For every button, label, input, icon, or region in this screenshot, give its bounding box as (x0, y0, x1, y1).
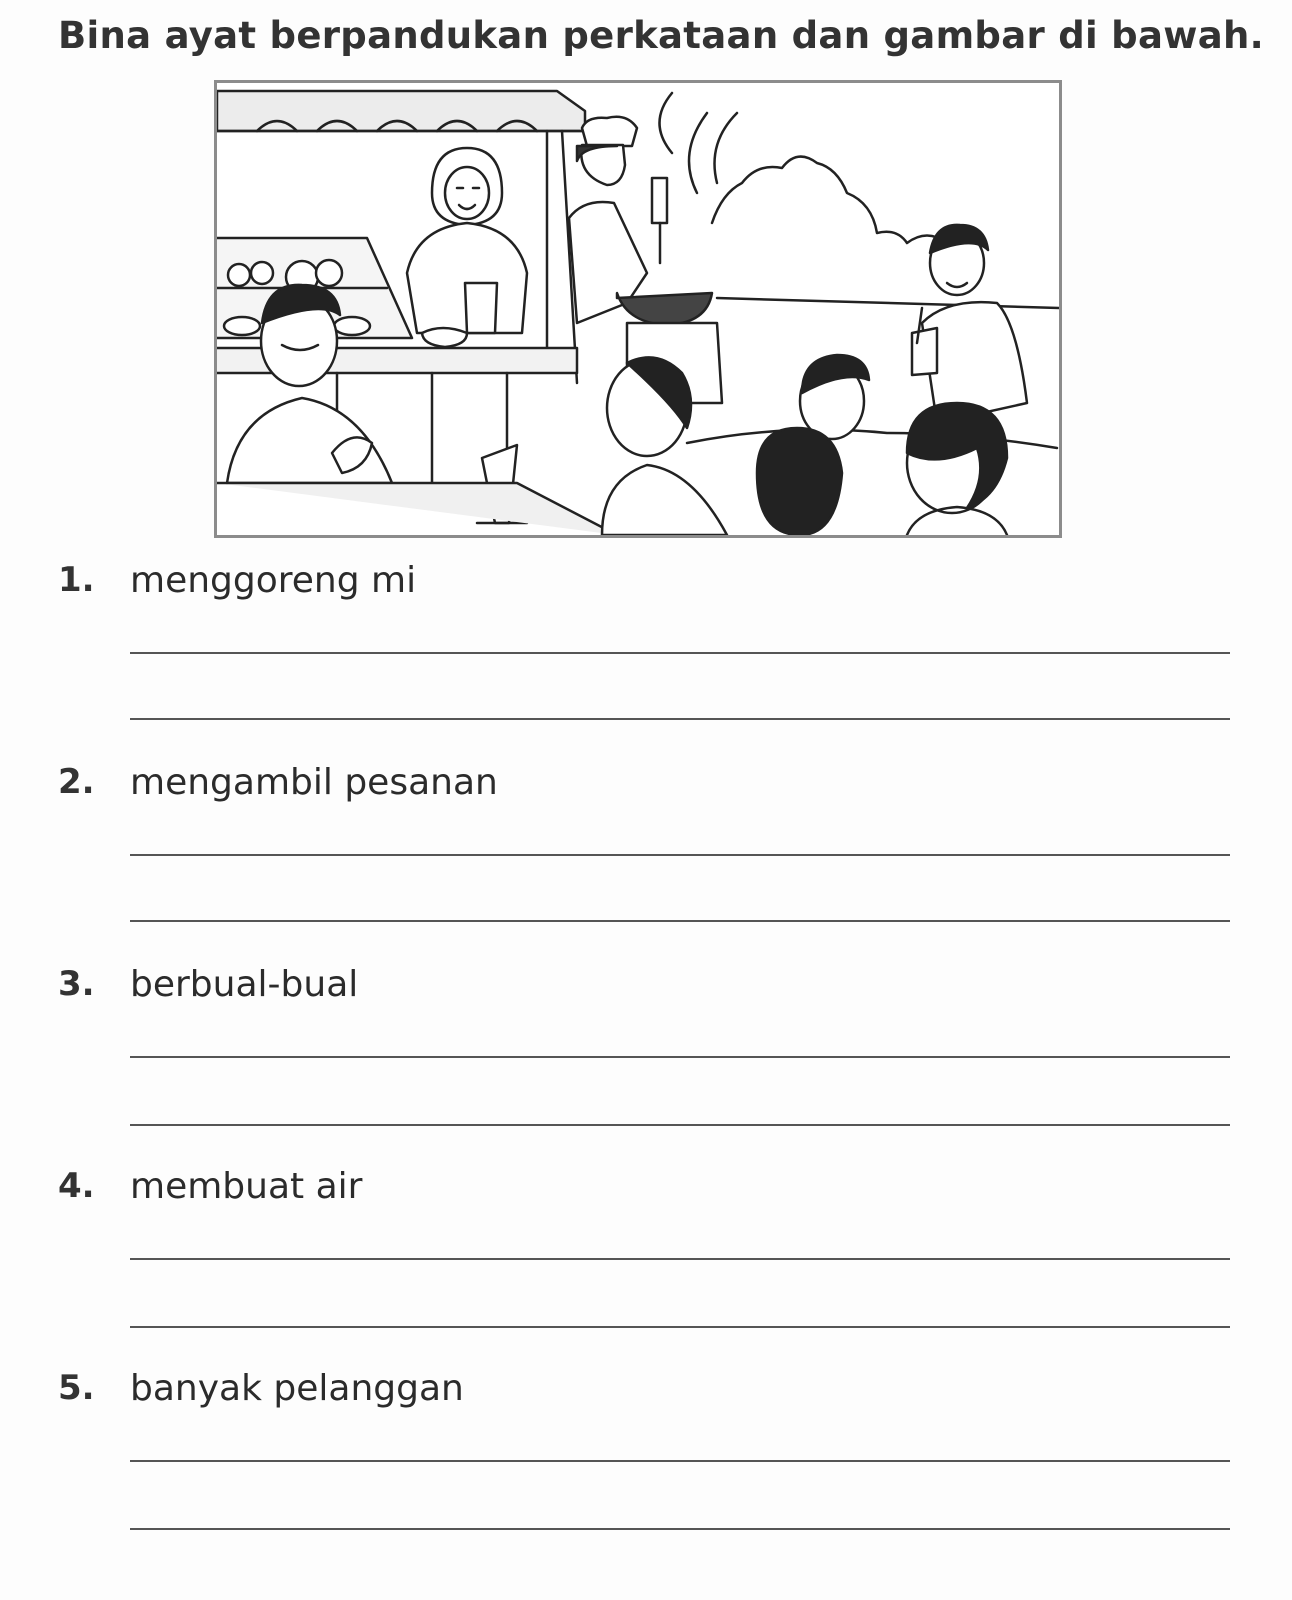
answer-line[interactable] (130, 718, 1230, 720)
question-number: 2. (58, 762, 95, 802)
background-bushes (712, 157, 947, 243)
worksheet-instruction: Bina ayat berpandukan perkataan dan gambar di bawah. (58, 14, 1264, 57)
question-prompt: berbual-bual (130, 964, 359, 1005)
drink-seller-figure (407, 148, 527, 347)
answer-line[interactable] (130, 1460, 1230, 1462)
question-prompt: membuat air (130, 1166, 363, 1207)
question-3 (0, 964, 1292, 1164)
question-number: 4. (58, 1166, 95, 1206)
waiter-figure (912, 225, 1027, 423)
answer-line[interactable] (130, 1056, 1230, 1058)
answer-line[interactable] (130, 1528, 1230, 1530)
answer-line[interactable] (130, 652, 1230, 654)
question-number: 1. (58, 560, 95, 600)
answer-line[interactable] (130, 1124, 1230, 1126)
stall-awning (217, 91, 585, 131)
question-prompt: mengambil pesanan (130, 762, 498, 803)
question-prompt: banyak pelanggan (130, 1368, 464, 1409)
answer-line[interactable] (130, 1258, 1230, 1260)
question-prompt: menggoreng mi (130, 560, 417, 601)
table-top (217, 483, 617, 535)
question-1 (0, 560, 1292, 760)
question-number: 5. (58, 1368, 95, 1408)
food-stall-illustration (214, 80, 1062, 538)
question-2 (0, 762, 1292, 962)
question-number: 3. (58, 964, 95, 1004)
question-5 (0, 1368, 1292, 1568)
answer-line[interactable] (130, 854, 1230, 856)
answer-line[interactable] (130, 920, 1230, 922)
question-4 (0, 1166, 1292, 1366)
horizon-line (717, 298, 1059, 308)
answer-line[interactable] (130, 1326, 1230, 1328)
